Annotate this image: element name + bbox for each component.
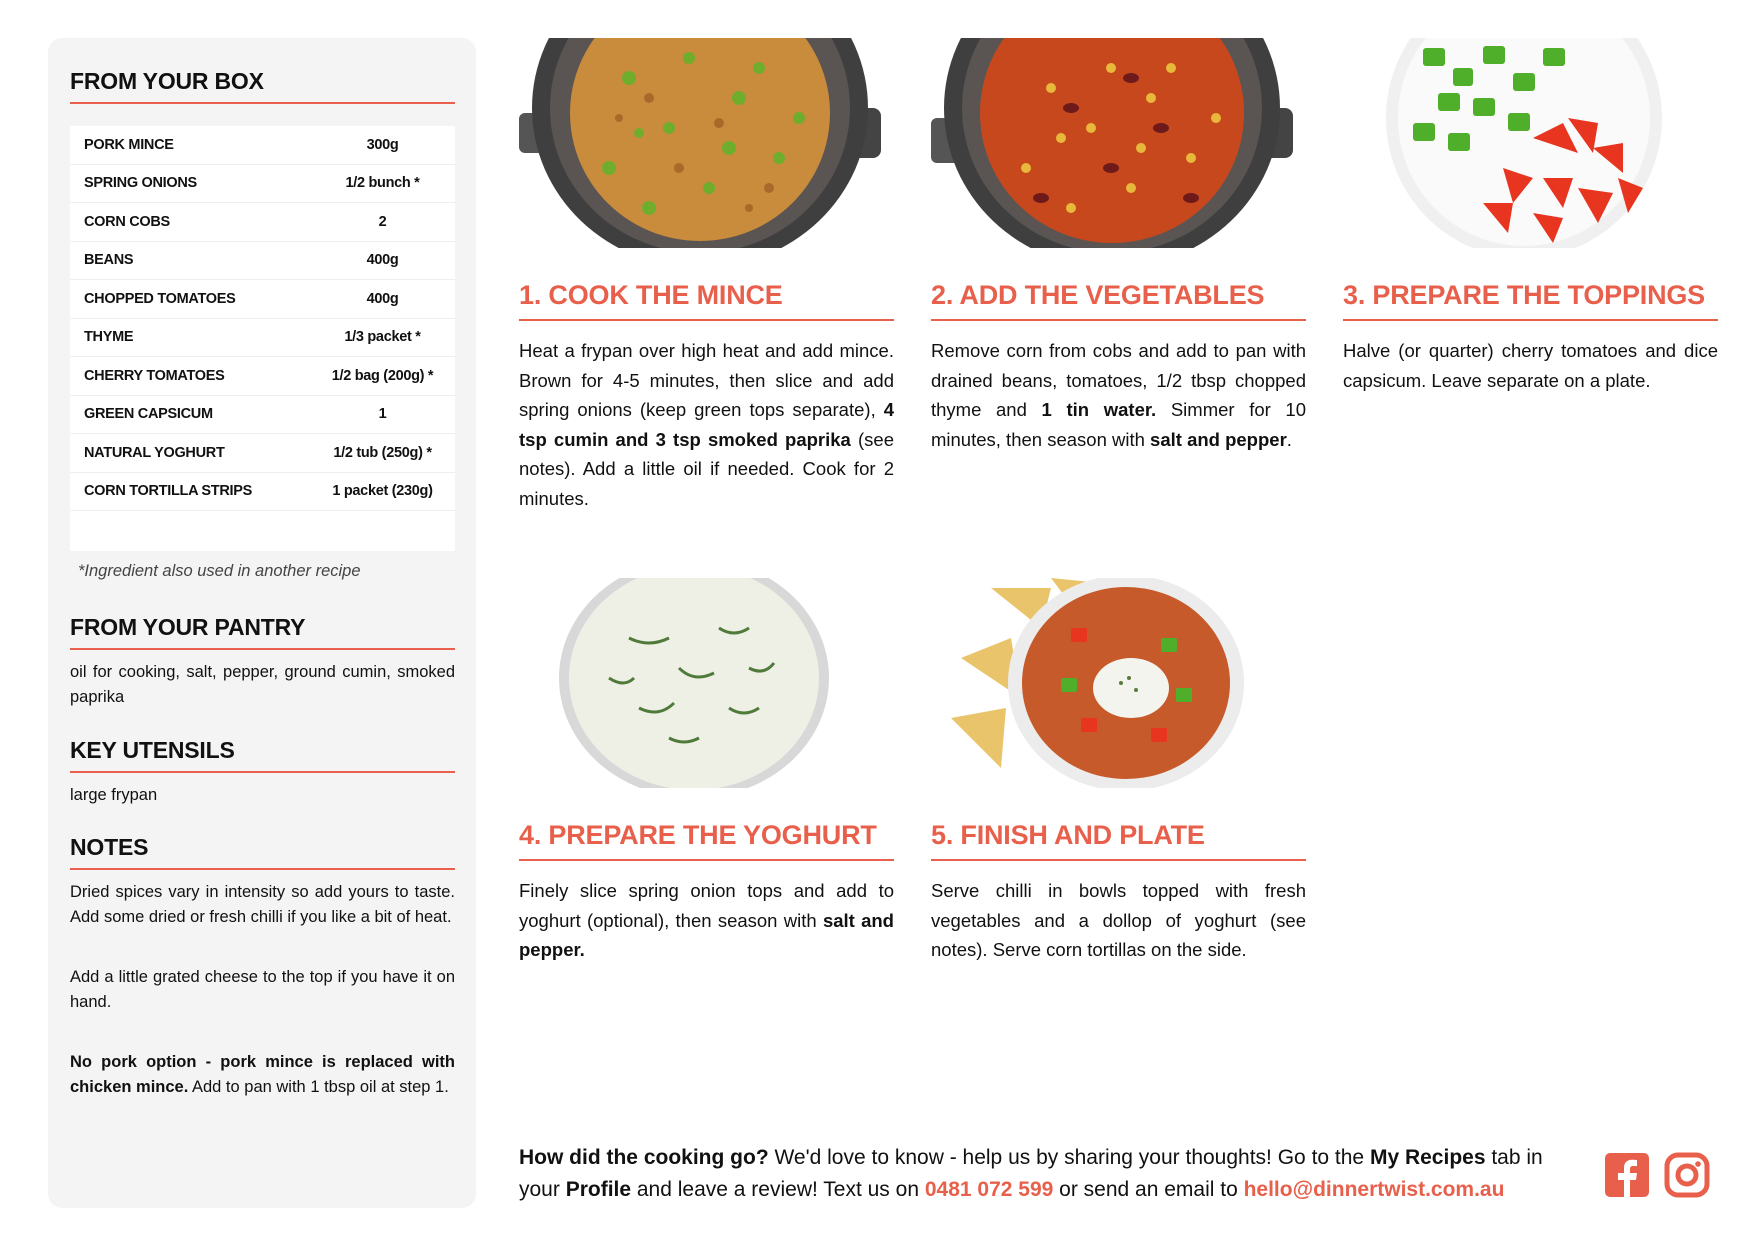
ingredients-table <box>70 126 455 551</box>
notes-paragraph-1: Dried spices vary in intensity so add yours to taste. Add some dried or fresh chilli if you like a bit of heat. <box>70 883 455 926</box>
step-4-text-a: Finely slice spring onion tops and add to yoghurt (optional), then season with <box>519 880 894 931</box>
step-2-text-a: Remove corn from cobs and add to pan with drained beans, tomatoes, 1/2 tbsp chopped thyme and <box>931 340 1306 420</box>
ingredient-qty: 1/2 tub (250g) * <box>333 444 432 461</box>
step-3-title: 3. PREPARE THE TOPPINGS <box>1343 280 1718 321</box>
notes-rest: Add to pan with 1 tbsp oil at step 1. <box>188 1078 449 1096</box>
ingredient-footnote: *Ingredient also used in another recipe <box>78 562 361 580</box>
step-5-text: Serve chilli in bowls topped with fresh vegetables and a dollop of yoghurt (see notes). Serve corn tortillas on the side. <box>931 880 1306 960</box>
ingredient-qty: 400g <box>366 290 399 307</box>
email-link[interactable]: hello@dinnertwist.com.au <box>1243 1178 1505 1201</box>
ingredient-name: NATURAL YOGHURT <box>84 444 225 461</box>
box-title: FROM YOUR BOX <box>70 68 455 104</box>
table-row <box>70 242 455 281</box>
ingredient-name: GREEN CAPSICUM <box>84 406 213 423</box>
step-4-text-bold: salt and pepper. <box>519 909 894 960</box>
notes-paragraph-3 <box>70 1050 455 1100</box>
ingredient-name: SPRING ONIONS <box>84 175 197 192</box>
ingredient-qty: 1 packet (230g) <box>332 483 433 500</box>
chilli-bowl-image <box>931 578 1293 788</box>
notes-bold: No pork option - pork mince is replaced with chicken mince. <box>70 1053 455 1096</box>
utensils-text: large frypan <box>70 786 158 804</box>
facebook-icon[interactable] <box>1604 1152 1650 1198</box>
ingredient-qty: 2 <box>378 213 387 230</box>
feedback-footer <box>519 1142 1579 1206</box>
ingredient-name: CHOPPED TOMATOES <box>84 290 236 307</box>
step-1-text <box>519 336 894 513</box>
table-row <box>70 280 455 319</box>
phone-link[interactable]: 0481 072 599 <box>924 1178 1054 1201</box>
ingredient-name: PORK MINCE <box>84 136 174 153</box>
instagram-icon[interactable] <box>1664 1152 1710 1198</box>
footer-text-2: tab in your <box>519 1146 1543 1201</box>
step-1-photo <box>519 38 881 248</box>
table-row <box>70 473 455 512</box>
step-5-title: 5. FINISH AND PLATE <box>931 820 1306 861</box>
ingredients-panel <box>48 38 476 1208</box>
ingredient-name: THYME <box>84 329 134 346</box>
yoghurt-bowl-image <box>519 578 881 788</box>
footer-text-4: or send an email to <box>1053 1178 1244 1201</box>
ingredient-qty: 400g <box>366 252 399 269</box>
table-row <box>70 357 455 396</box>
frypan-mince-image <box>519 38 881 248</box>
utensils-title: KEY UTENSILS <box>70 737 455 773</box>
footer-profile: Profile <box>565 1178 632 1201</box>
step-1-text-a: Heat a frypan over high heat and add mince. Brown for 4-5 minutes, then slice and add spring onions (keep green tops separate), <box>519 340 894 420</box>
ingredient-qty: 300g <box>366 136 399 153</box>
pantry-title: FROM YOUR PANTRY <box>70 614 455 650</box>
ingredient-name: CORN TORTILLA STRIPS <box>84 483 253 500</box>
plate-toppings-image <box>1343 38 1705 248</box>
step-4-photo <box>519 578 881 788</box>
step-2-text-c: . <box>1286 428 1292 450</box>
table-row <box>70 434 455 473</box>
step-1-text-b: (see notes). Add a little oil if needed. Cook for 2 minutes. <box>519 428 894 509</box>
ingredient-name: CHERRY TOMATOES <box>84 367 225 384</box>
step-5-photo <box>931 578 1293 788</box>
step-3-photo <box>1343 38 1705 248</box>
step-2-photo <box>931 38 1293 248</box>
step-2-text-b: Simmer for 10 minutes, then season with <box>931 399 1307 450</box>
footer-text-1: We'd love to know - help us by sharing your thoughts! Go to the <box>768 1146 1370 1169</box>
ingredient-qty: 1 <box>378 406 387 423</box>
ingredient-qty: 1/2 bag (200g) * <box>331 367 434 384</box>
ingredient-qty: 1/2 bunch * <box>345 175 420 192</box>
step-4-title: 4. PREPARE THE YOGHURT <box>519 820 894 861</box>
footer-question: How did the cooking go? <box>519 1146 769 1169</box>
table-row <box>70 165 455 204</box>
notes-title: NOTES <box>70 834 455 870</box>
step-4-text <box>519 876 894 965</box>
footer-text-3: and leave a review! Text us on <box>631 1178 925 1201</box>
step-1-text-bold: 4 tsp cumin and 3 tsp smoked paprika <box>519 399 894 450</box>
frypan-chilli-image <box>931 38 1293 248</box>
table-row <box>70 203 455 242</box>
table-row <box>70 396 455 435</box>
step-2-text-bold-1: 1 tin water. <box>1041 399 1157 420</box>
step-2-title: 2. ADD THE VEGETABLES <box>931 280 1306 321</box>
step-2-text-bold-2: salt and pepper <box>1150 428 1287 450</box>
ingredient-qty: 1/3 packet * <box>344 329 421 346</box>
table-row <box>70 126 455 165</box>
step-3-text: Halve (or quarter) cherry tomatoes and dice capsicum. Leave separate on a plate. <box>1343 340 1718 391</box>
ingredient-name: CORN COBS <box>84 213 170 230</box>
footer-my-recipes: My Recipes <box>1369 1146 1486 1169</box>
step-1-title: 1. COOK THE MINCE <box>519 280 894 321</box>
ingredient-name: BEANS <box>84 252 134 269</box>
pantry-text: oil for cooking, salt, pepper, ground cumin, smoked paprika <box>70 663 455 706</box>
step-2-text <box>931 336 1306 454</box>
table-row <box>70 319 455 358</box>
notes-paragraph-2: Add a little grated cheese to the top if you have it on hand. <box>70 968 455 1011</box>
